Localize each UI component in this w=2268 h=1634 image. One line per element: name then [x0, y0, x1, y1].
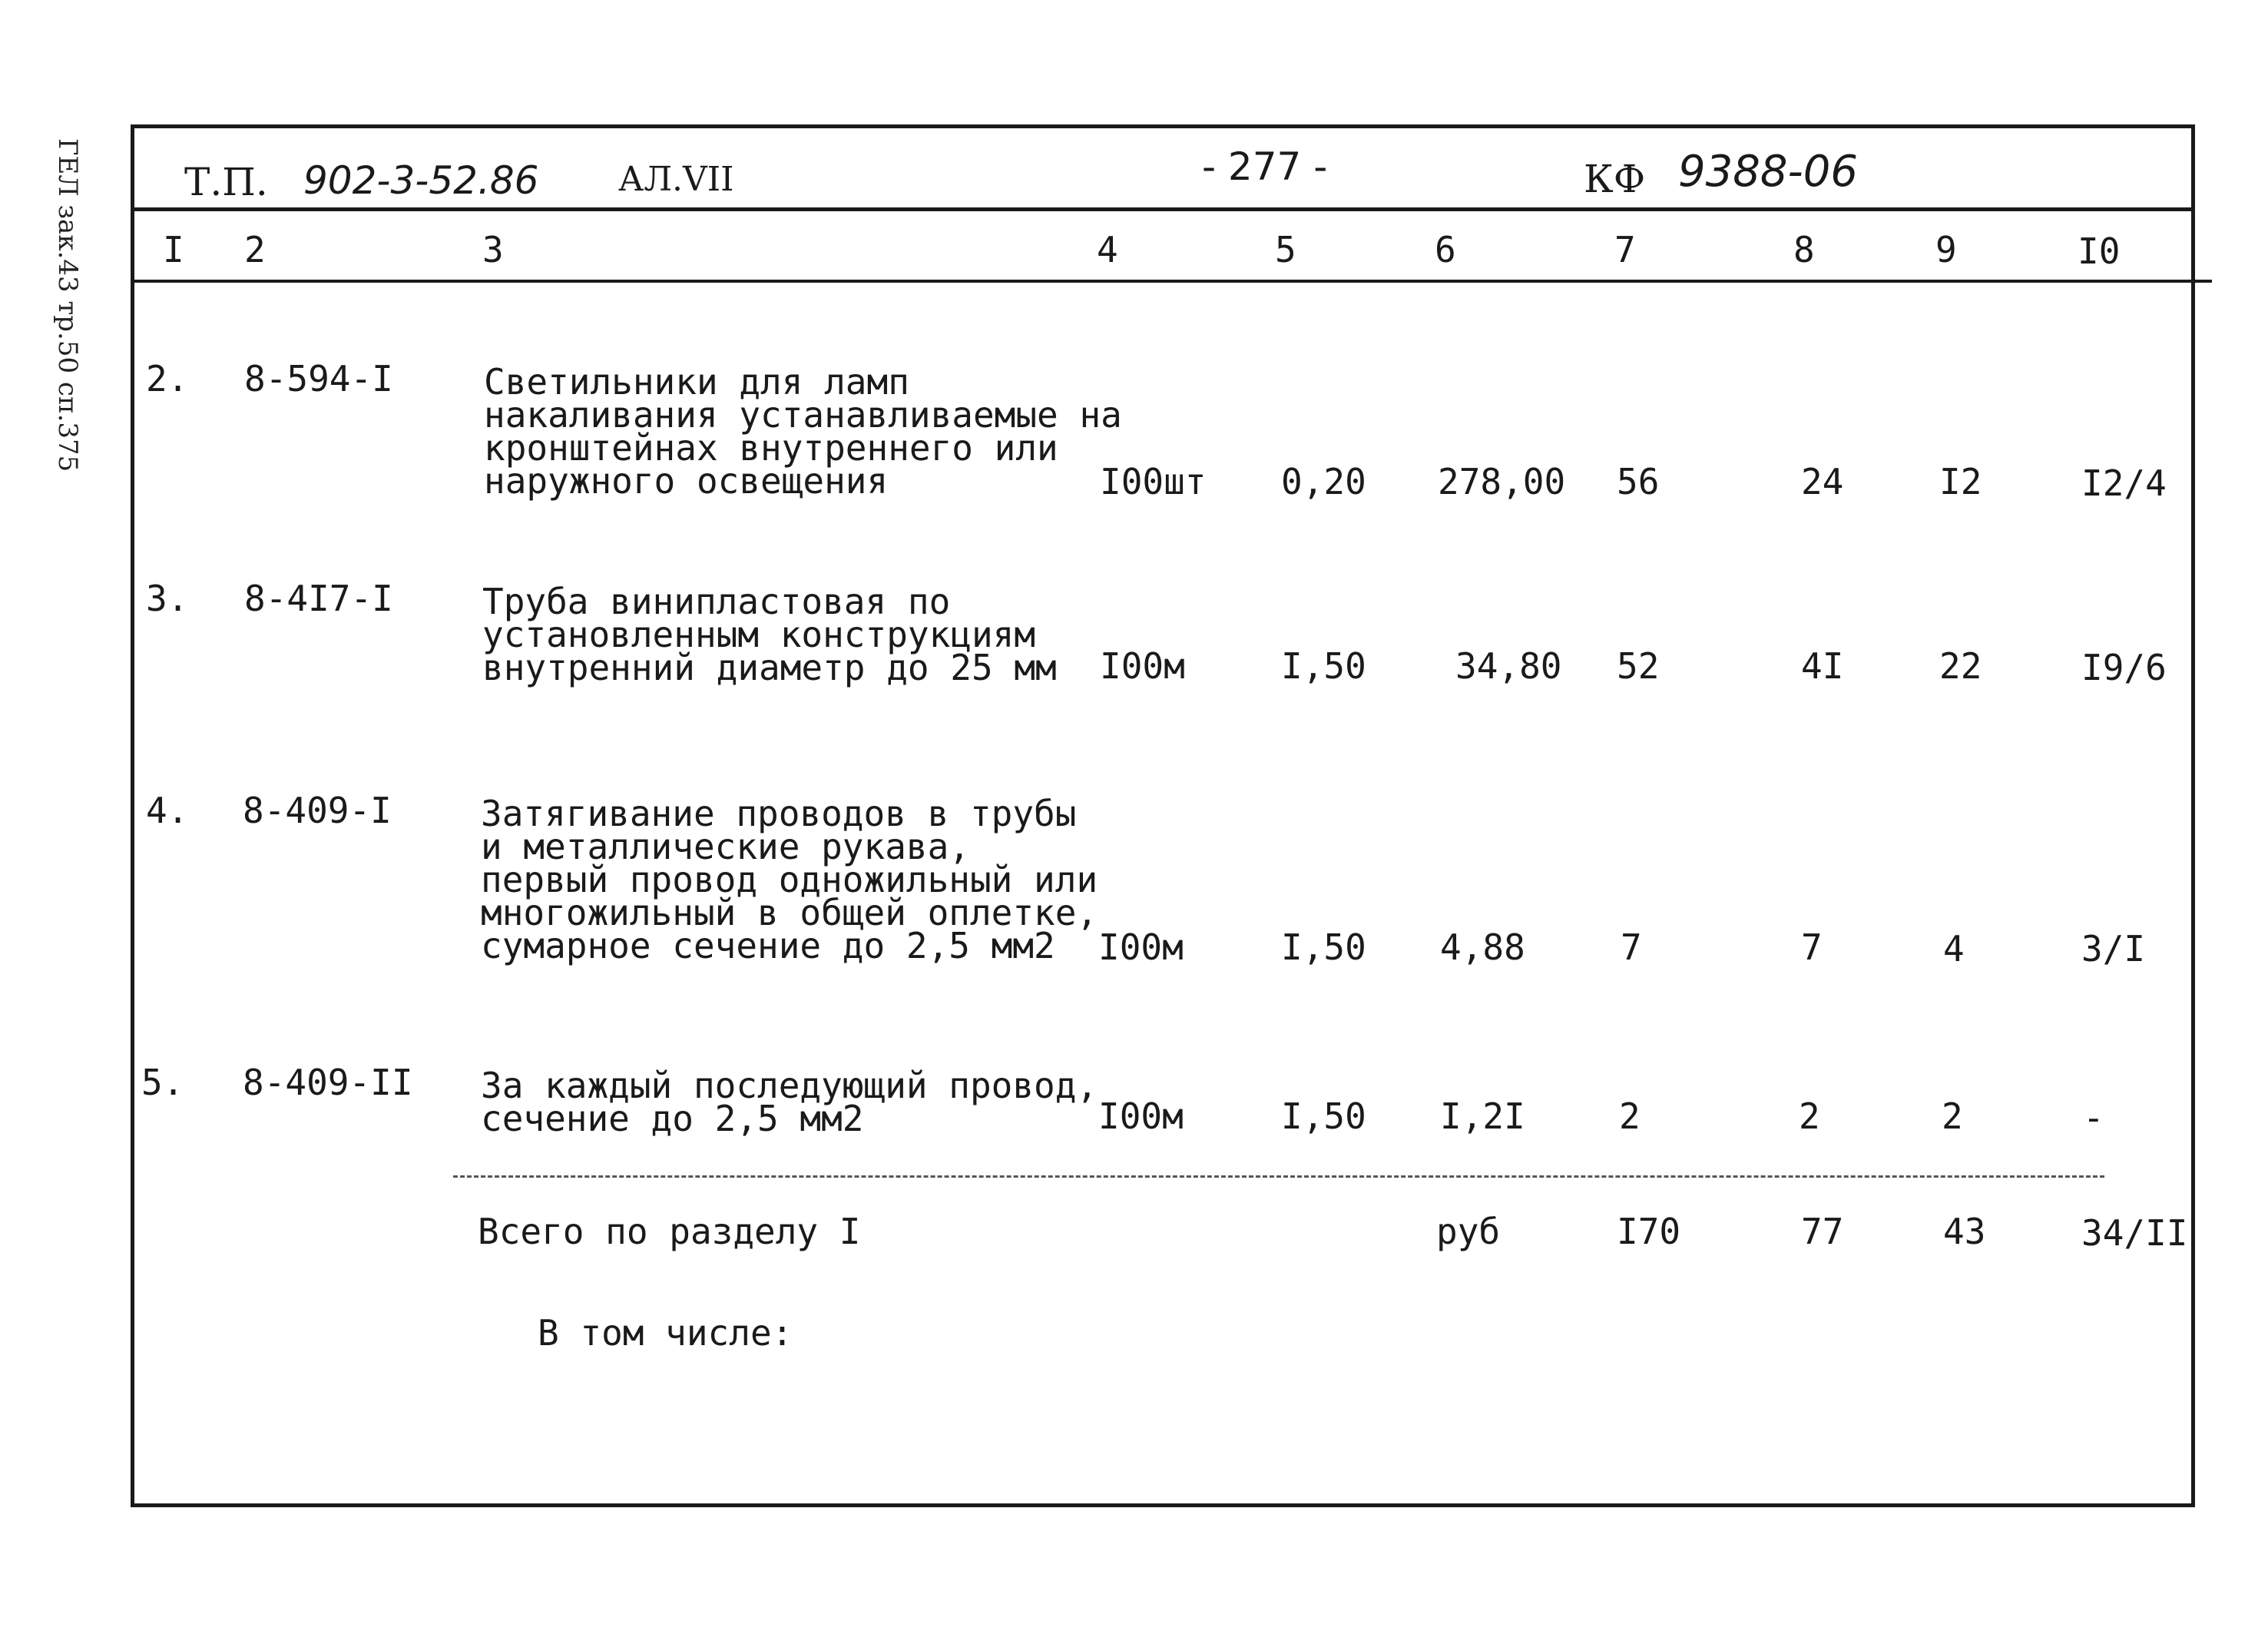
description-line: наружного освещения — [484, 460, 889, 502]
total-label: Всего по разделу I — [478, 1211, 861, 1252]
tp-label: Т.П. — [184, 160, 268, 204]
row-description — [484, 361, 1122, 502]
total-unit: руб — [1436, 1211, 1501, 1252]
row-code: 8-594-I — [244, 358, 393, 399]
album-number: АЛ.VII — [618, 160, 734, 199]
row-col10: - — [2083, 1097, 2104, 1138]
row-col9: 4 — [1943, 928, 1965, 969]
column-number: 8 — [1793, 229, 1815, 270]
row-code: 8-4I7-I — [244, 578, 393, 619]
description-line: сечение до 2,5 мм2 — [481, 1098, 864, 1139]
header-divider — [131, 207, 2195, 211]
column-number: 3 — [482, 229, 504, 270]
row-quantity: I,50 — [1281, 645, 1366, 687]
column-number: 5 — [1275, 229, 1296, 270]
total-col8: 77 — [1801, 1211, 1844, 1252]
row-code: 8-409-I — [243, 790, 392, 831]
row-unit: I00м — [1098, 1095, 1184, 1137]
description-line: Труба винипластовая по — [482, 581, 951, 622]
row-col7: 2 — [1619, 1095, 1641, 1137]
archive-stamp: ГЕЛ зак.43 тр.50 сп.375 — [52, 138, 83, 472]
description-line: накаливания устанавливаемые на — [484, 394, 1122, 436]
code-number: 9388-06 — [1678, 147, 1858, 197]
description-line: Затягивание проводов в трубы — [481, 793, 1077, 834]
table-frame — [131, 124, 2195, 1507]
row-number: 5. — [141, 1062, 184, 1103]
row-col8: 4I — [1801, 645, 1844, 687]
row-quantity: I,50 — [1281, 1095, 1366, 1137]
description-line: сумарное сечение до 2,5 мм2 — [481, 925, 1055, 966]
description-line: внутренний диаметр до 25 мм — [482, 647, 1057, 688]
description-line: первый провод одножильный или — [481, 859, 1098, 900]
row-col7: 56 — [1617, 461, 1660, 502]
row-col8: 7 — [1801, 926, 1823, 968]
row-col7: 7 — [1621, 926, 1642, 968]
total-col7: I70 — [1617, 1211, 1681, 1252]
description-line: кронштейнах внутреннего или — [484, 427, 1058, 469]
total-col9: 43 — [1943, 1211, 1986, 1252]
row-price: 34,80 — [1455, 645, 1562, 687]
column-number: 6 — [1435, 229, 1456, 270]
description-line: установленным конструкциям — [482, 614, 1036, 655]
row-col8: 24 — [1801, 461, 1844, 502]
row-col10: I2/4 — [2081, 462, 2167, 504]
row-number: 3. — [146, 578, 189, 619]
description-line: многожильный в общей оплетке, — [481, 892, 1098, 933]
page-number: - 277 - — [1202, 144, 1328, 189]
code-prefix: КФ — [1584, 157, 1646, 201]
column-number: 9 — [1935, 229, 1957, 270]
row-col7: 52 — [1617, 645, 1660, 687]
row-col10: 3/I — [2081, 928, 2146, 969]
row-unit: I00м — [1100, 645, 1185, 687]
row-price: I,2I — [1440, 1095, 1525, 1137]
column-number: 4 — [1097, 229, 1118, 270]
row-number: 4. — [146, 790, 189, 831]
tp-number: 902-3-52.86 — [303, 158, 539, 203]
including-label: В том числе: — [538, 1312, 793, 1354]
row-description — [482, 581, 1057, 688]
row-quantity: 0,20 — [1281, 461, 1366, 502]
column-number: I — [163, 229, 184, 270]
total-divider — [453, 1175, 2104, 1178]
description-line: и металлические рукава, — [481, 826, 970, 867]
row-number: 2. — [146, 358, 189, 399]
row-col9: 2 — [1942, 1095, 1963, 1137]
row-col10: I9/6 — [2081, 647, 2167, 688]
column-number: 7 — [1614, 229, 1636, 270]
total-col10: 34/II — [2081, 1212, 2188, 1254]
row-price: 278,00 — [1438, 461, 1566, 502]
row-quantity: I,50 — [1281, 926, 1366, 968]
row-col9: 22 — [1939, 645, 1982, 687]
column-number: I0 — [2078, 230, 2121, 272]
row-description — [481, 793, 1098, 966]
row-price: 4,88 — [1440, 926, 1525, 968]
description-line: Светильники для ламп — [484, 361, 909, 403]
row-unit: I00шт — [1100, 461, 1207, 502]
row-description — [481, 1065, 1098, 1139]
column-number: 2 — [244, 229, 266, 270]
description-line: За каждый последующий провод, — [481, 1065, 1098, 1106]
row-code: 8-409-II — [243, 1062, 413, 1103]
row-col8: 2 — [1799, 1095, 1820, 1137]
column-number-divider — [131, 280, 2212, 283]
row-col9: I2 — [1939, 461, 1982, 502]
row-unit: I00м — [1098, 926, 1184, 968]
